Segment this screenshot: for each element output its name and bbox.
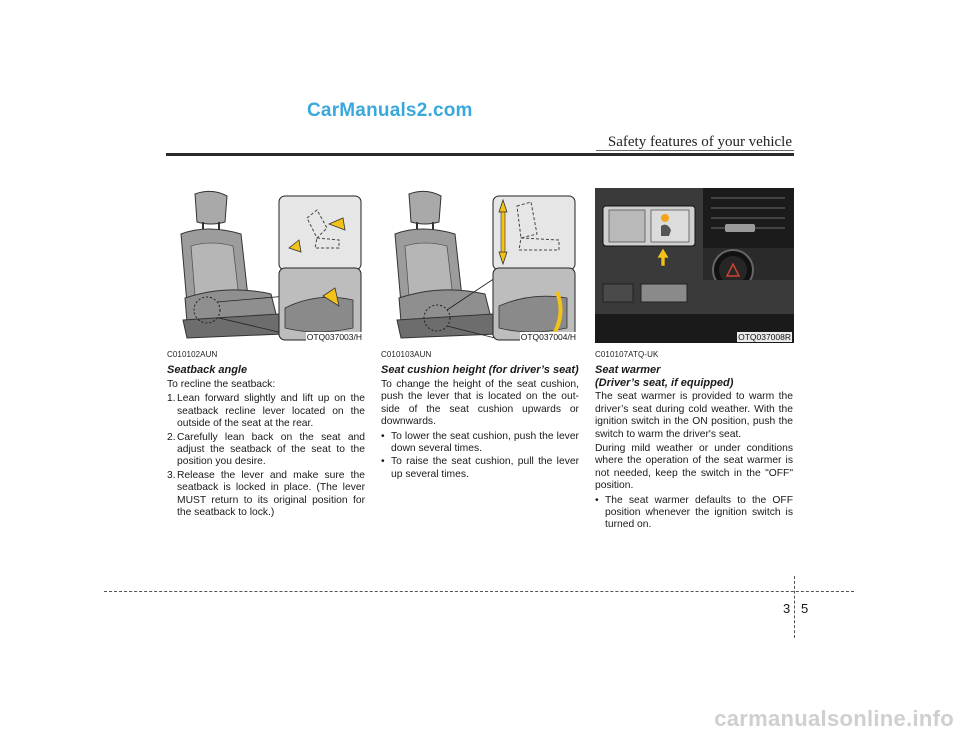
- list-marker: 3.: [167, 469, 176, 481]
- figure-seat-cushion-height: [381, 188, 579, 343]
- page-number: 5: [801, 601, 809, 616]
- section-subheading: (Driver’s seat, if equipped): [595, 376, 734, 389]
- section-heading: Seat cushion height (for driver’s seat): [381, 364, 579, 377]
- page-number-divider: [794, 576, 795, 638]
- section-intro: To recline the seatback:: [167, 378, 276, 390]
- list-text: Lean forward slightly and lift up on the seatback recline lever located on the outside of the seat at the rear.: [177, 393, 365, 430]
- list-item: [167, 393, 365, 430]
- list-marker: 1.: [167, 393, 176, 405]
- list-item: [381, 431, 579, 456]
- seat-height-lever-illustration: [381, 188, 579, 343]
- header-rule: [166, 153, 794, 156]
- section-code: C010102AUN: [167, 350, 218, 359]
- list-item: [595, 495, 793, 532]
- section-title: Safety features of your vehicle: [607, 134, 792, 150]
- list-text: Carefully lean back on the seat and adjust the seatback of the seat to the position you desire.: [177, 431, 365, 468]
- seat-warmer-switch-photo: [595, 188, 794, 343]
- header-rule-thin: [596, 150, 794, 151]
- paragraph: The seat warmer is provided to warm the driver’s seat during cold weather. With the ignition switch in the ON position, push the switch to warm the driver's seat.: [595, 391, 793, 440]
- list-text: The seat warmer defaults to the OFF position whenever the ignition switch is turned on.: [605, 494, 793, 531]
- list-item: [167, 470, 365, 520]
- list-marker: 2.: [167, 431, 176, 443]
- bullet: •: [595, 494, 599, 506]
- section-heading: Seat warmer: [595, 364, 661, 377]
- list-item: [167, 432, 365, 469]
- paragraph: During mild weather or under conditions where the operation of the seat warmer is not needed, keep the switch in the "OFF" position.: [595, 443, 793, 492]
- section-intro: To change the height of the seat cushion, push the lever that is located on the out-side of the seat cushion upwards or downwards.: [381, 378, 579, 428]
- section-heading: Seatback angle: [167, 364, 248, 377]
- footer-watermark: carmanualsonline.info: [714, 706, 954, 731]
- list-item: [381, 456, 579, 481]
- list-text: To raise the seat cushion, pull the lever up several times.: [391, 456, 579, 480]
- footer-rule: [104, 591, 854, 592]
- bullet: •: [381, 430, 385, 442]
- chapter-number: 3: [783, 601, 791, 616]
- figure-code: OTQ037003/H: [306, 332, 362, 342]
- figure-seatback-angle: [167, 188, 365, 343]
- watermark-logo: CarManuals2.com: [307, 100, 473, 121]
- section-seatback-angle: [167, 349, 365, 520]
- bullet: •: [381, 456, 385, 468]
- figure-code: OTQ037008R: [738, 332, 791, 342]
- section-seat-warmer: [595, 349, 793, 533]
- figure-seat-warmer: [595, 188, 794, 343]
- figure-code: OTQ037004/H: [520, 332, 576, 342]
- list-text: Release the lever and make sure the seatback is locked in place. (The lever MUST return to its original position for the seatback to lock.): [177, 469, 365, 518]
- list-text: To lower the seat cushion, push the lever down several times.: [391, 430, 579, 454]
- section-seat-cushion-height: [381, 349, 579, 482]
- section-code: C010103AUN: [381, 350, 432, 359]
- seatback-recline-illustration: [167, 188, 365, 343]
- section-code: C010107ATQ-UK: [595, 350, 659, 359]
